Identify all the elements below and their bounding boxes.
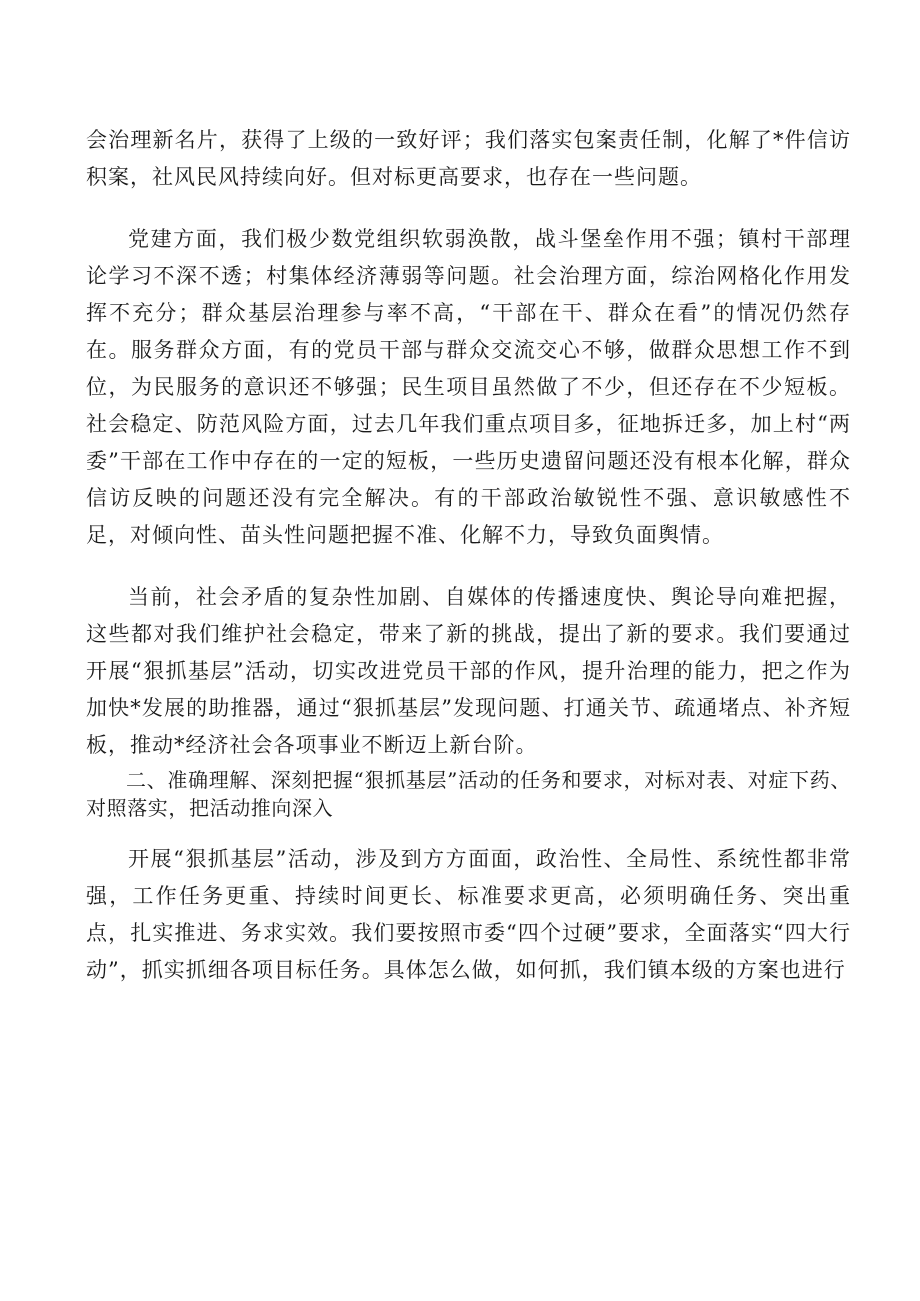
document-page xyxy=(86,122,851,989)
paragraph-continuation: 会治理新名片，获得了上级的一致好评；我们落实包案责任制，化解了*件信访积案，社风民风持续向好。但对标更高要求，也存在一些问题。 xyxy=(86,128,851,189)
paragraph-problems: 党建方面，我们极少数党组织软弱涣散，战斗堡垒作用不强；镇村干部理论学习不深不透；村集体经济薄弱等问题。社会治理方面，综治网格化作用发挥不充分；群众基层治理参与率不高，“干部在干、群众在看”的情况仍然存在。服务群众方面，有的党员干部与群众交流交心不够，做群众思想工作不到位，为民服务的意识还不够强；民生项目虽然做了不少，但还存在不少短板。社会稳定、防范风险方面，过去几年我们重点项目多，征地拆迁多，加上村“两委”干部在工作中存在的一定的短板，一些历史遗留问题还没有根本化解，群众信访反映的问题还没有完全解决。有的干部政治敏锐性不强、意识敏感性不足，对倾向性、苗头性问题把握不准、化解不力，导致负面舆情。 xyxy=(86,227,851,547)
section-heading-two: 二、准确理解、深刻把握“狠抓基层”活动的任务和要求，对标对表、对症下药、对照落实，把活动推向深入 xyxy=(86,768,851,820)
paragraph-current-situation: 当前，社会矛盾的复杂性加剧、自媒体的传播速度快、舆论导向难把握，这些都对我们维护社会稳定，带来了新的挑战，提出了新的要求。我们要通过开展“狠抓基层”活动，切实改进党员干部的作风，提升治理的能力，把之作为加快*发展的助推器，通过“狠抓基层”发现问题、打通关节、疏通堵点、补齐短板，推动*经济社会各项事业不断迈上新台阶。 xyxy=(86,585,851,757)
paragraph-tasks: 开展“狠抓基层”活动，涉及到方方面面，政治性、全局性、系统性都非常强，工作任务更重、持续时间更长、标准要求更高，必须明确任务、突出重点，扎实推进、务求实效。我们要按照市委“四个过硬”要求，全面落实“四大行动”，抓实抓细各项目标任务。具体怎么做，如何抓，我们镇本级的方案也进行 xyxy=(86,847,851,982)
